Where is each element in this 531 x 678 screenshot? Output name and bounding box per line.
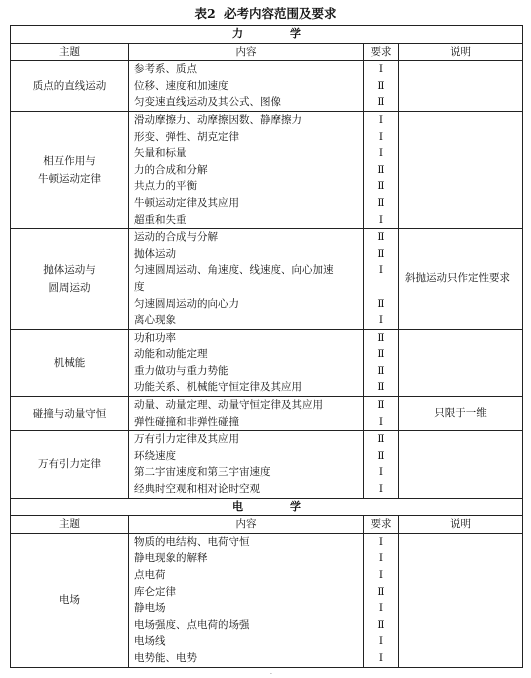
topic-text: 机械能 — [53, 356, 86, 369]
content-item: 环绕速度 — [134, 449, 176, 462]
requirement-level: Ⅰ — [378, 130, 384, 143]
content-item: 形变、弹性、胡克定律 — [134, 130, 239, 143]
topic-text: 万有引力定律 — [38, 458, 101, 471]
requirement-level: Ⅱ — [377, 364, 385, 377]
content-cell — [129, 111, 364, 228]
column-header-row — [11, 516, 523, 534]
note-cell — [399, 61, 523, 112]
requirement-level: Ⅰ — [378, 415, 384, 428]
section-header-row — [11, 26, 523, 44]
note-cell: 斜抛运动只作定性要求 — [399, 229, 523, 330]
content-item: 电场线 — [134, 635, 166, 648]
topic-cell — [11, 397, 129, 431]
content-cell — [129, 61, 364, 112]
topic-text: 相互作用与 — [43, 155, 96, 168]
column-header-topic: 主题 — [11, 43, 129, 61]
requirement-cell — [364, 397, 399, 431]
requirement-level: Ⅰ — [378, 651, 384, 664]
requirement-level: Ⅱ — [377, 196, 385, 209]
content-cell — [129, 229, 364, 330]
requirement-cell — [364, 111, 399, 228]
requirement-cell — [364, 229, 399, 330]
syllabus-table — [10, 25, 523, 668]
content-item: 共点力的平衡 — [134, 180, 197, 193]
content-cell — [129, 533, 364, 667]
topic-text: 抛体运动与 — [43, 263, 96, 276]
content-item: 匀变速直线运动及其公式、图像 — [134, 96, 281, 109]
content-item: 功和功率 — [134, 331, 176, 344]
column-header-note: 说明 — [399, 43, 523, 61]
table-row — [11, 329, 523, 396]
requirement-level: Ⅱ — [377, 96, 385, 109]
content-item: 电势能、电势 — [134, 651, 197, 664]
content-item: 点电荷 — [134, 569, 166, 581]
table-row — [11, 397, 523, 431]
content-cell — [129, 431, 364, 498]
topic-cell — [11, 61, 129, 112]
requirement-level: Ⅱ — [377, 163, 385, 176]
requirement-level: Ⅰ — [378, 147, 384, 160]
requirement-level: Ⅰ — [378, 535, 384, 548]
topic-cell — [11, 431, 129, 498]
requirement-level: Ⅰ — [378, 466, 384, 479]
content-item: 库仑定律 — [134, 585, 176, 598]
topic-cell — [11, 329, 129, 396]
content-item: 离心现象 — [134, 314, 176, 327]
content-cell — [129, 329, 364, 396]
requirement-level: Ⅰ — [378, 113, 384, 126]
topic-cell — [11, 533, 129, 667]
content-item: 经典时空观和相对论时空观 — [134, 483, 260, 496]
section-title: 力 学 — [11, 26, 523, 44]
content-cell — [129, 397, 364, 431]
note-cell — [399, 431, 523, 498]
topic-text: 电场 — [59, 594, 80, 607]
content-item: 第二宇宙速度和第三宇宙速度 — [134, 466, 271, 479]
table-number: 表2 — [194, 6, 216, 21]
section-title: 电 学 — [11, 498, 523, 516]
content-item: 超重和失重 — [134, 213, 187, 226]
table-row — [11, 229, 523, 330]
content-item: 电场强度、点电荷的场强 — [134, 618, 250, 631]
content-item: 抛体运动 — [134, 247, 176, 260]
content-item: 物质的电结构、电荷守恒 — [134, 535, 250, 548]
requirement-level: Ⅱ — [377, 331, 385, 344]
requirement-level: Ⅰ — [378, 635, 384, 648]
column-header-note: 说明 — [399, 516, 523, 534]
requirement-cell — [364, 329, 399, 396]
topic-cell — [11, 229, 129, 330]
requirement-level: Ⅰ — [378, 569, 384, 581]
content-item: 位移、速度和加速度 — [134, 79, 229, 92]
column-header-row — [11, 43, 523, 61]
requirement-level: Ⅱ — [377, 381, 385, 394]
table-title: 必考内容范围及要求 — [224, 6, 337, 21]
requirement-level: Ⅱ — [377, 231, 385, 244]
requirement-level: Ⅱ — [377, 399, 385, 412]
requirement-level: Ⅰ — [378, 63, 384, 76]
content-item: 运动的合成与分解 — [134, 231, 218, 244]
table-row — [11, 431, 523, 498]
requirement-level: Ⅱ — [377, 449, 385, 462]
content-item: 弹性碰撞和非弹性碰撞 — [134, 415, 239, 428]
requirement-level — [364, 279, 398, 296]
table-row — [11, 61, 523, 112]
page-number-fragment: · — [270, 671, 272, 678]
table-row — [11, 111, 523, 228]
requirement-level: Ⅱ — [377, 618, 385, 631]
table-row — [11, 533, 523, 667]
topic-cell — [11, 111, 129, 228]
requirement-level: Ⅰ — [378, 552, 384, 565]
table-caption — [0, 6, 531, 22]
requirement-level: Ⅰ — [378, 483, 384, 496]
requirement-level: Ⅱ — [377, 297, 385, 310]
requirement-level: Ⅰ — [378, 314, 384, 327]
content-item: 动能和动能定理 — [134, 348, 208, 361]
content-item: 矢量和标量 — [134, 147, 187, 160]
requirement-cell — [364, 431, 399, 498]
column-header-requirement: 要求 — [364, 516, 399, 534]
topic-text: 碰撞与动量守恒 — [32, 407, 107, 420]
note-cell — [399, 329, 523, 396]
content-item: 牛顿运动定律及其应用 — [134, 196, 239, 209]
content-item: 力的合成和分解 — [134, 163, 208, 176]
requirement-level: Ⅰ — [378, 264, 384, 277]
content-item: 动量、动量定理、动量守恒定律及其应用 — [134, 399, 323, 412]
content-item: 参考系、质点 — [134, 63, 197, 76]
content-item: 功能关系、机械能守恒定律及其应用 — [134, 381, 302, 394]
note-cell — [399, 533, 523, 667]
requirement-cell — [364, 533, 399, 667]
requirement-level: Ⅱ — [377, 348, 385, 361]
content-item: 静电场 — [134, 602, 166, 615]
topic-text: 圆周运动 — [48, 281, 91, 294]
requirement-level: Ⅱ — [377, 180, 385, 193]
column-header-content: 内容 — [129, 516, 364, 534]
content-item: 度 — [134, 280, 145, 293]
content-item: 重力做功与重力势能 — [134, 364, 229, 377]
requirement-level: Ⅱ — [377, 585, 385, 598]
requirement-level: Ⅰ — [378, 213, 384, 226]
content-item: 静电现象的解释 — [134, 552, 208, 565]
content-item: 匀速圆周运动、角速度、线速度、向心加速 — [134, 264, 334, 277]
requirement-level: Ⅱ — [377, 79, 385, 92]
section-header-row — [11, 498, 523, 516]
note-cell — [399, 111, 523, 228]
note-cell: 只限于一维 — [399, 397, 523, 431]
column-header-content: 内容 — [129, 43, 364, 61]
content-item: 滑动摩擦力、动摩擦因数、静摩擦力 — [134, 113, 302, 126]
requirement-level: Ⅰ — [378, 602, 384, 615]
requirement-level: Ⅱ — [377, 433, 385, 446]
requirement-level: Ⅱ — [377, 247, 385, 260]
content-item: 匀速圆周运动的向心力 — [134, 297, 239, 310]
column-header-requirement: 要求 — [364, 43, 399, 61]
topic-text: 质点的直线运动 — [32, 80, 107, 93]
topic-text: 牛顿运动定律 — [38, 173, 101, 186]
requirement-cell — [364, 61, 399, 112]
content-item: 万有引力定律及其应用 — [134, 433, 239, 446]
column-header-topic: 主题 — [11, 516, 129, 534]
